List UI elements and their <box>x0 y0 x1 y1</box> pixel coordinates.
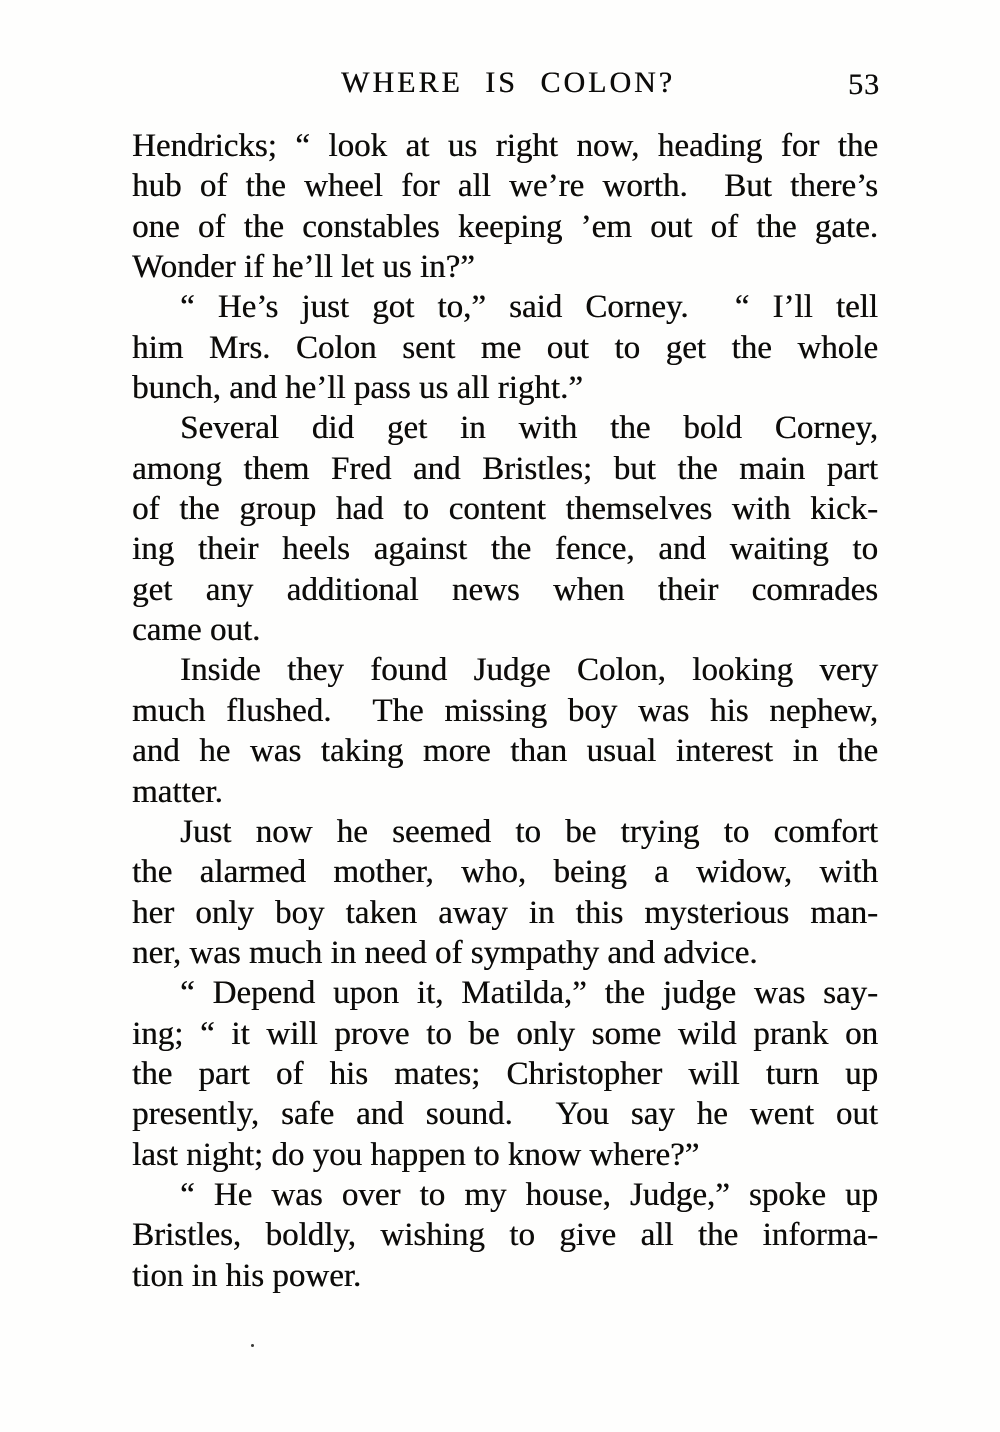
page-number: 53 <box>848 68 880 101</box>
text-line: ing; “ it will prove to be only some wild prank on <box>132 1015 878 1052</box>
text-line: Hendricks; “ look at us right now, heading for the <box>132 128 878 164</box>
text-line: Bristles, boldly, wishing to give all the informa- <box>132 1217 878 1254</box>
text-line: the alarmed mother, who, being a widow, with <box>132 854 878 891</box>
text-line: him Mrs. Colon sent me out to get the whole <box>132 329 878 366</box>
text-line: came out. <box>132 612 261 649</box>
text-line: much flushed. The missing boy was his nephew, <box>132 692 878 729</box>
text-line: Inside they found Judge Colon, looking very <box>180 652 878 689</box>
text-line: “ Depend upon it, Matilda,” the judge was say- <box>180 975 878 1012</box>
text-line: “ He was over to my house, Judge,” spoke up <box>180 1176 878 1213</box>
text-line: one of the constables keeping ’em out of the gate. <box>132 208 878 245</box>
paragraph <box>132 812 878 973</box>
text-line: of the group had to content themselves with kick- <box>132 491 878 528</box>
text-line: last night; do you happen to know where?” <box>132 1136 700 1173</box>
text-line: Several did get in with the bold Corney, <box>180 410 878 447</box>
text-line: the part of his mates; Christopher will turn up <box>132 1055 878 1092</box>
paragraph <box>132 408 878 650</box>
paragraph <box>132 126 878 287</box>
paragraph <box>132 287 878 408</box>
text-line: and he was taking more than usual interest in the <box>132 733 878 770</box>
paragraph <box>132 650 878 811</box>
scan-artifact-dot <box>251 1344 254 1347</box>
text-line: Just now he seemed to be trying to comfort <box>180 813 878 850</box>
text-line: matter. <box>132 773 223 810</box>
text-line: “ He’s just got to,” said Corney. “ I’ll tell <box>180 289 878 326</box>
text-line: ner, was much in need of sympathy and advice. <box>132 934 758 971</box>
text-line: her only boy taken away in this mysterious man- <box>132 894 878 931</box>
text-line: presently, safe and sound. You say he went out <box>132 1096 878 1133</box>
paragraph <box>132 973 878 1175</box>
page-body <box>132 126 878 1296</box>
text-line: Wonder if he’ll let us in?” <box>132 249 475 286</box>
text-line: hub of the wheel for all we’re worth. But there’s <box>132 168 878 205</box>
text-line: among them Fred and Bristles; but the main part <box>132 450 878 487</box>
paragraph <box>132 1175 878 1296</box>
text-line: get any additional news when their comrades <box>132 571 878 608</box>
text-line: tion in his power. <box>132 1257 362 1294</box>
text-line: bunch, and he’ll pass us all right.” <box>132 370 583 407</box>
running-head-title: WHERE IS COLON? <box>341 66 675 99</box>
text-line: ing their heels against the fence, and waiting to <box>132 531 878 568</box>
